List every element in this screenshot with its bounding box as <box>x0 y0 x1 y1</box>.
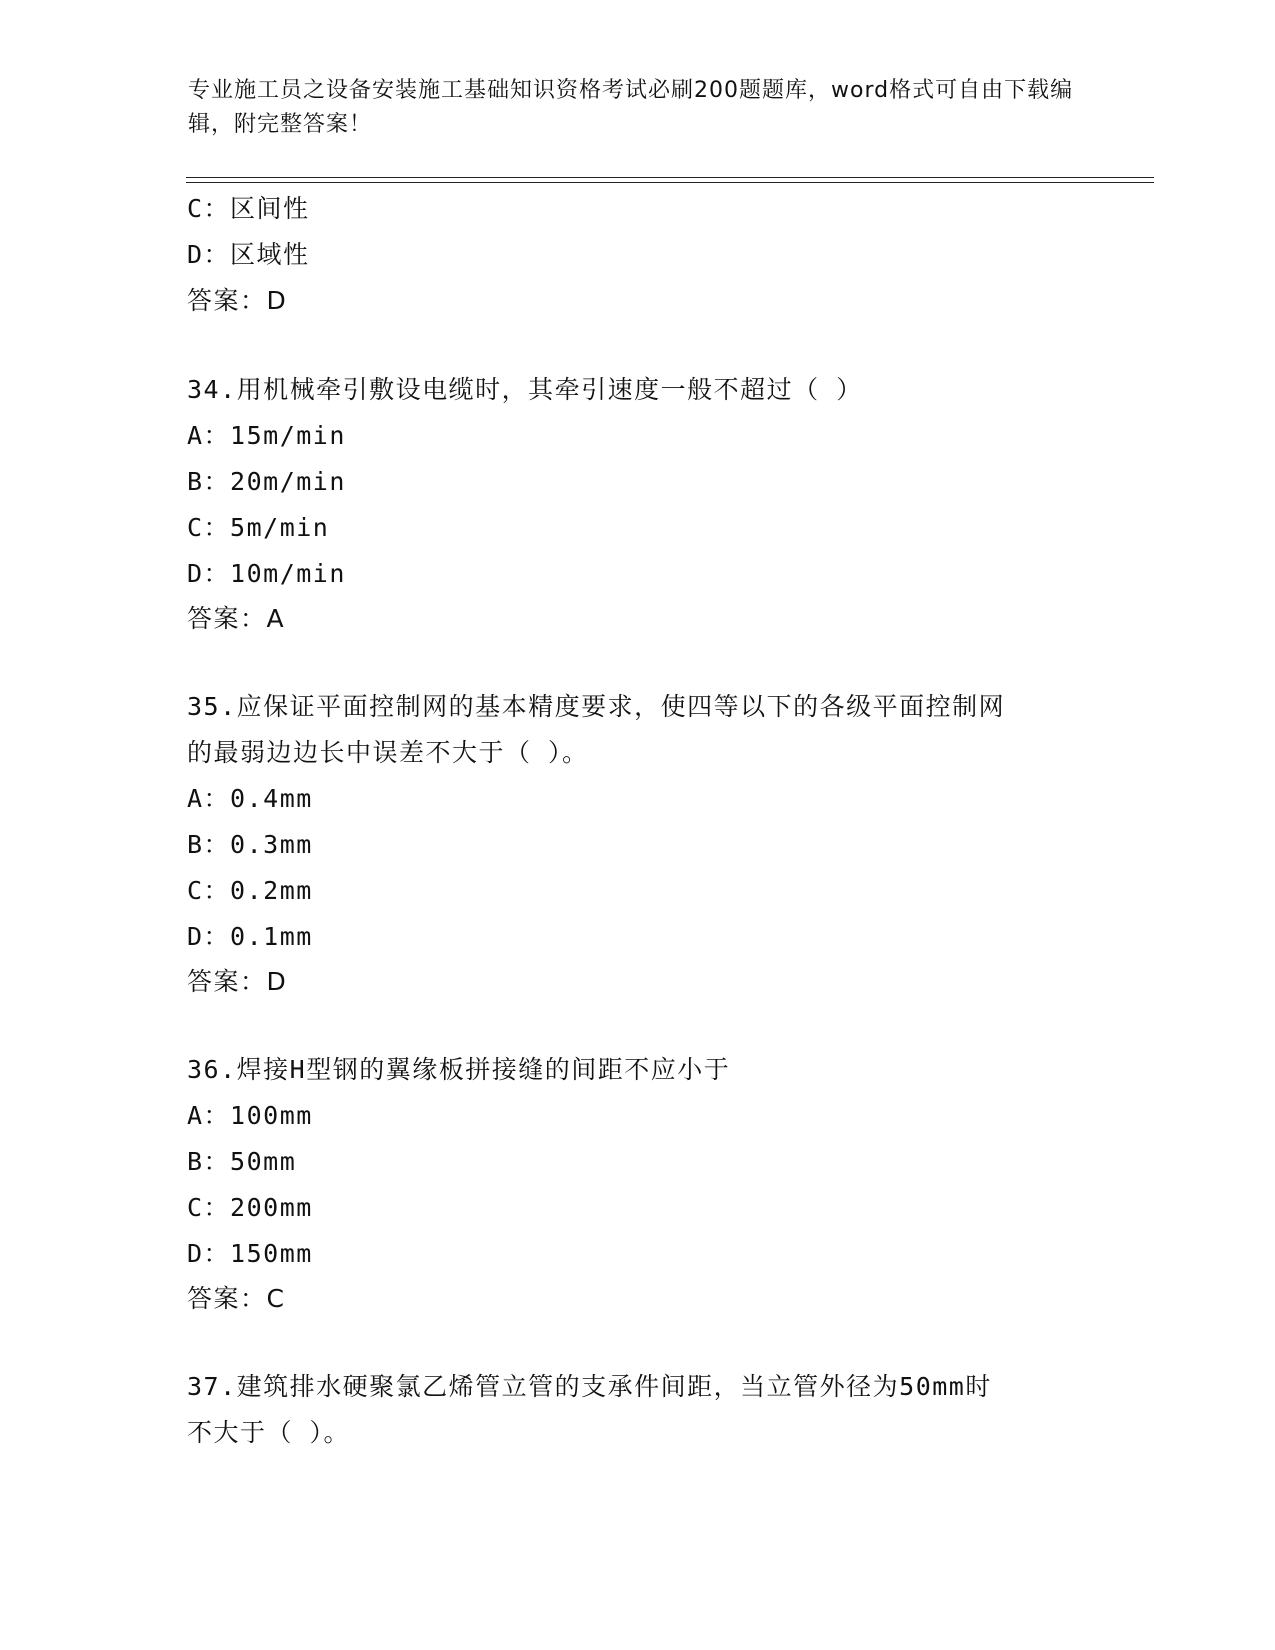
document-header: 专业施工员之设备安装施工基础知识资格考试必刷200题题库，word格式可自由下载编辑，附完整答案！ <box>188 78 1074 137</box>
option-c: C：区间性 <box>187 194 310 223</box>
option-b: B：20m/min <box>187 467 346 496</box>
question-stem-line-2: 的最弱边边长中误差不大于（ ）。 <box>187 738 589 767</box>
option-d: D：0.1mm <box>187 922 313 951</box>
option-c: C：200mm <box>187 1193 313 1222</box>
option-d: D：10m/min <box>187 559 346 588</box>
answer-line: 答案：D <box>187 967 288 996</box>
previous-question-fragment <box>187 186 1087 324</box>
question-35 <box>187 684 1087 1004</box>
option-b: B：0.3mm <box>187 830 313 859</box>
answer-line: 答案：A <box>187 604 286 633</box>
answer-line: 答案：C <box>187 1284 286 1313</box>
option-c: C：0.2mm <box>187 876 313 905</box>
question-stem: 34.用机械牵引敷设电缆时，其牵引速度一般不超过（ ） <box>187 375 863 404</box>
option-a: A：0.4mm <box>187 784 313 813</box>
option-c: C：5m/min <box>187 513 330 542</box>
option-b: B：50mm <box>187 1147 297 1176</box>
question-list <box>187 186 1087 1456</box>
header-divider-top <box>186 177 1154 178</box>
question-34 <box>187 367 1087 641</box>
option-d: D：150mm <box>187 1239 313 1268</box>
option-d: D：区域性 <box>187 240 310 269</box>
option-a: A：100mm <box>187 1101 313 1130</box>
header-divider-bottom <box>186 182 1154 183</box>
question-37 <box>187 1364 1087 1456</box>
option-a: A：15m/min <box>187 421 346 450</box>
answer-line: 答案：D <box>187 286 288 315</box>
question-stem-line-1: 35.应保证平面控制网的基本精度要求，使四等以下的各级平面控制网 <box>187 692 1006 721</box>
question-36 <box>187 1047 1087 1321</box>
question-stem-line-1: 37.建筑排水硬聚氯乙烯管立管的支承件间距，当立管外径为50mm时 <box>187 1372 992 1401</box>
question-stem-line-2: 不大于（ ）。 <box>187 1418 351 1447</box>
question-stem: 36.焊接H型钢的翼缘板拼接缝的间距不应小于 <box>187 1055 731 1084</box>
